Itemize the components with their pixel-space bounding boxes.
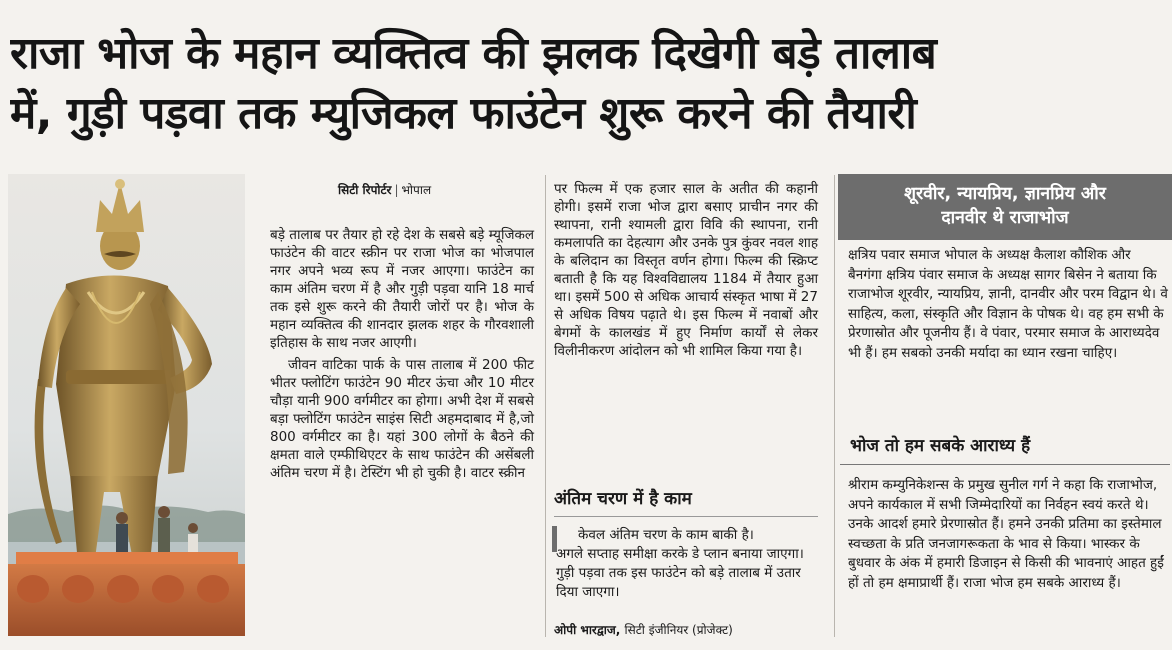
sidebar-subhead: भोज तो हम सबके आराध्य हैं xyxy=(850,436,1031,456)
quote-attribution xyxy=(554,621,733,638)
subhead-rule xyxy=(554,516,818,517)
sidebar-paragraph-1: क्षत्रिय पवार समाज भोपाल के अध्यक्ष कैलाश कौशिक और बैनगंगा क्षत्रिय पंवार समाज के अध्यक्ष सागर बिसेन ने बताया कि राजाभोज शूरवीर, न्यायप्रिय, ज्ञानी, दानवीर और परम विद्वान थे। वे साहित्य, कला, संस्कृति और विज्ञान के पोषक थे। वह हम सभी के प्रेरणास्रोत और पूजनीय हैं। वे पंवार, परमार समाज के आराध्यदेव भी हैं। हम सबको उनकी मर्यादा का ध्यान रखना चाहिए। xyxy=(848,247,1168,361)
byline-location: भोपाल xyxy=(401,183,432,197)
column-rule-1 xyxy=(545,175,546,637)
byline-reporter: सिटी रिपोर्टर xyxy=(338,183,392,197)
quote-name: ओपी भारद्वाज, xyxy=(554,623,621,637)
article-paragraph-3: पर फिल्म में एक हजार साल के अतीत की कहानी होगी। इसमें राजा भोज द्वारा बसाए प्राचीन नगर की स्थापना, रानी श्यामली द्वारा विवि की स्थापना, रानी कमलापति का देहत्याग और उनके पुत्र कुंवर नवल शाह के बलिदान का विस्तृत वर्णन होगा। फिल्म की स्क्रिप्ट बताती है कि यह विश्वविद्यालय 1184 में तैयार हुआ था। इसमें 500 से अधिक आचार्य संस्कृत भाषा में 27 से अधिक विषय पढ़ाते थे। इस फिल्म में नवाबों और बेगमों के कालखंड में हुए निर्माण कार्यों से लेकर विलीनीकरण आंदोलन को भी शामिल किया गया है। xyxy=(554,181,818,359)
statue-illustration xyxy=(8,174,245,636)
quote-body: अगले सप्ताह समीक्षा करके डे प्लान बनाया जाएगा। गुड़ी पड़वा तक इस फाउंटेन को बड़े तालाब में उतार दिया जाएगा। xyxy=(556,546,804,600)
sidebar-title-line-2: दानवीर थे राजाभोज xyxy=(941,208,1069,228)
headline xyxy=(10,24,1165,144)
subhead-final-stage: अंतिम चरण में है काम xyxy=(554,489,692,509)
article-paragraph-1: बड़े तालाब पर तैयार हो रहे देश के सबसे बड़े म्यूजिकल फाउंटेन की वाटर स्क्रीन पर राजा भोज का भोजपाल नगर अपने भव्य रूप में नजर आएगा। फाउंटेन का काम अंतिम चरण में है और गुड़ी पड़वा यानि 18 मार्च तक इसे शुरू करने की तैयारी जोरों पर है। भोज के महान व्यक्तित्व की शानदार झलक शहर के गौरवशाली इतिहास के साथ नजर आएगी। xyxy=(270,227,534,351)
headline-line-1: राजा भोज के महान व्यक्तित्व की झलक दिखेगी बड़े तालाब xyxy=(10,28,937,79)
quote-block xyxy=(556,526,820,602)
byline-separator: | xyxy=(394,183,399,197)
sidebar-paragraph-2: श्रीराम कम्युनिकेशन्स के प्रमुख सुनील गर्ग ने कहा कि राजाभोज, अपने कार्यकाल में सभी जिम्मेदारियों का निर्वहन स्वयं करते थे। उनके आदर्श हमारे प्रेरणास्रोत हैं। हमने उनकी प्रतिमा का इस्तेमाल स्वच्छता के प्रति जनजागरूकता के भाव से किया। भास्कर के बुधवार के अंक में हमारी डिजाइन से किसी की भावनाएं आहत हुईं हों तो हम क्षमाप्रार्थी हैं। राजा भोज हम सबके आराध्य हैं। xyxy=(848,477,1164,591)
column-rule-2 xyxy=(834,175,835,637)
article-paragraph-2: जीवन वाटिका पार्क के पास तालाब में 200 फीट भीतर फ्लोटिंग फाउंटेन 90 मीटर ऊंचा और 10 मीटर चौड़ा यानी 900 वर्गमीटर का होगा। अभी देश में सबसे बड़ा फ्लोटिंग फाउंटेन साइंस सिटी अहमदाबाद में है,जो 800 वर्गमीटर का है। यहां 300 लोगों के बैठने की क्षमता वाले एम्फीथिएटर के साथ फाउंटेन की असेंबली अंतिम चरण में है। टेस्टिंग भी हो चुकी है। वाटर स्क्रीन xyxy=(270,357,534,481)
quote-role: सिटी इंजीनियर (प्रोजेक्ट) xyxy=(624,623,733,637)
quote-line-1: केवल अंतिम चरण के काम बाकी है। xyxy=(578,527,754,543)
sidebar-header xyxy=(838,174,1172,240)
byline xyxy=(338,181,431,198)
headline-line-2: में, गुड़ी पड़वा तक म्युजिकल फाउंटेन शुरू करने की तैयारी xyxy=(10,88,917,139)
article-column-2 xyxy=(554,180,818,360)
sidebar-subhead-rule xyxy=(840,464,1170,465)
article-column-1 xyxy=(270,226,534,482)
sidebar-title-line-1: शूरवीर, न्यायप्रिय, ज्ञानप्रिय और xyxy=(904,184,1106,204)
raja-bhoj-statue-photo xyxy=(8,174,245,636)
